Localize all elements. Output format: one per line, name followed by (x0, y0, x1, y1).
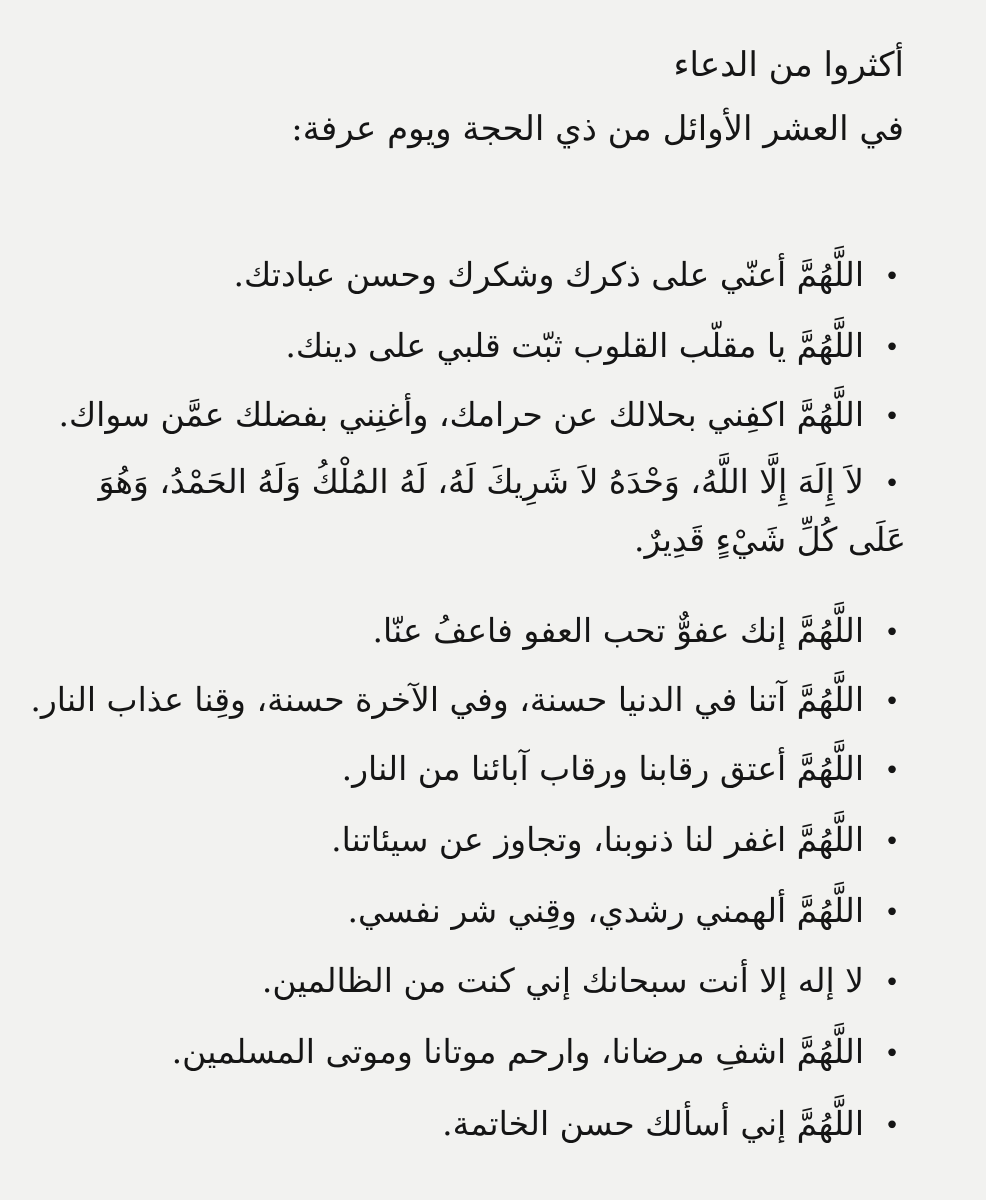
list-item (60, 454, 906, 568)
dua-text: اللَّهُمَّ إنك عفوٌّ تحب العفو فاعفُ عنّا. (372, 611, 864, 650)
list-item (30, 680, 906, 719)
bullet-icon: • (884, 827, 900, 857)
bullet-icon: • (884, 333, 900, 363)
bullet-icon: • (884, 756, 900, 786)
heading-line-2: في العشر الأوائل من ذي الحجة ويوم عرفة: (291, 109, 904, 149)
list-item (60, 611, 906, 650)
dua-text: اللَّهُمَّ ألهمني رشدي، وقِني شر نفسي. (347, 891, 864, 930)
list-item (60, 891, 906, 930)
bullet-icon: • (884, 1039, 900, 1069)
dua-text: اللَّهُمَّ اغفر لنا ذنوبنا، وتجاوز عن سيئاتنا. (331, 820, 864, 859)
heading-line-1: أكثروا من الدعاء (673, 45, 904, 85)
bullet-icon: • (884, 618, 900, 648)
dua-text: اللَّهُمَّ اكفِني بحلالك عن حرامك، وأغنِني بفضلك عمَّن سواك. (58, 395, 864, 434)
dua-text: اللَّهُمَّ آتنا في الدنيا حسنة، وفي الآخرة حسنة، وقِنا عذاب النار. (30, 680, 864, 719)
list-item (60, 1104, 906, 1143)
list-item (60, 820, 906, 859)
dua-text: لا إله إلا أنت سبحانك إني كنت من الظالمين. (261, 961, 864, 1000)
dua-text: اللَّهُمَّ إني أسألك حسن الخاتمة. (442, 1104, 864, 1143)
dua-text: اللَّهُمَّ يا مقلّب القلوب ثبّت قلبي على دينك. (285, 326, 864, 365)
dua-text: اللَّهُمَّ اشفِ مرضانا، وارحم موتانا وموتى المسلمين. (171, 1032, 864, 1071)
bullet-icon: • (884, 968, 900, 998)
list-item (60, 749, 906, 788)
dua-text: اللَّهُمَّ أعنّي على ذكرك وشكرك وحسن عبادتك. (233, 255, 864, 294)
dua-text: اللَّهُمَّ أعتق رقابنا ورقاب آبائنا من النار. (341, 749, 864, 788)
list-item (60, 961, 906, 1000)
bullet-icon: • (884, 1111, 900, 1141)
bullet-icon: • (884, 262, 900, 292)
bullet-icon: • (884, 687, 900, 717)
bullet-icon: • (884, 402, 900, 432)
bullet-icon: • (884, 469, 900, 499)
dua-text: لاَ إِلَهَ إِلَّا اللَّهُ، وَحْدَهُ لاَ شَرِيكَ لَهُ، لَهُ المُلْكُ وَلَهُ الحَمْدُ، وَهُوَ عَلَى كُلِّ شَيْءٍ قَدِيرٌ. (98, 462, 906, 559)
bullet-icon: • (884, 898, 900, 928)
list-item (58, 395, 906, 434)
list-item (60, 1032, 906, 1071)
list-item (60, 326, 906, 365)
list-item (60, 255, 906, 294)
